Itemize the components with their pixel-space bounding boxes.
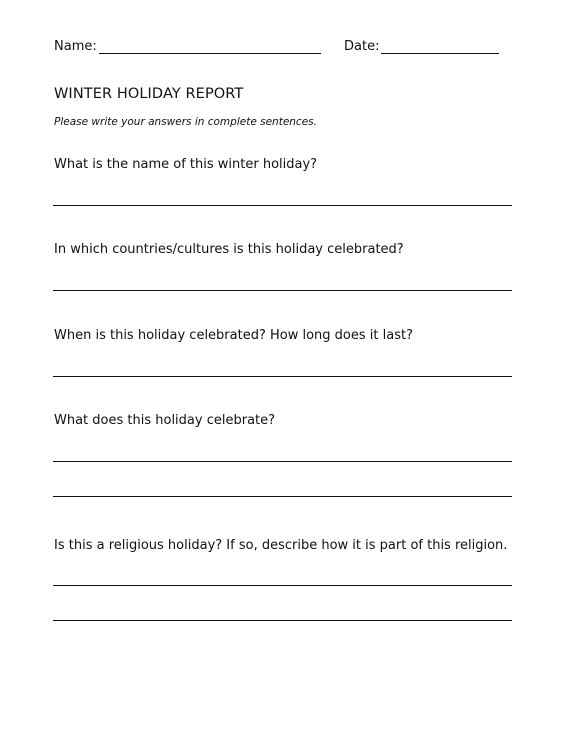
date-field[interactable] bbox=[381, 53, 499, 54]
answer-line-3[interactable] bbox=[53, 376, 512, 377]
answer-line-2[interactable] bbox=[53, 290, 512, 291]
page-title: WINTER HOLIDAY REPORT bbox=[54, 86, 244, 102]
answer-line-5b[interactable] bbox=[53, 620, 512, 621]
name-label: Name: bbox=[54, 39, 97, 54]
question-2: In which countries/cultures is this holiday celebrated? bbox=[54, 242, 404, 257]
name-field[interactable] bbox=[99, 53, 321, 54]
answer-line-5a[interactable] bbox=[53, 585, 512, 586]
question-1: What is the name of this winter holiday? bbox=[54, 157, 318, 172]
question-4: What does this holiday celebrate? bbox=[54, 413, 276, 428]
question-3: When is this holiday celebrated? How long does it last? bbox=[54, 328, 413, 343]
answer-line-4a[interactable] bbox=[53, 461, 512, 462]
answer-line-4b[interactable] bbox=[53, 496, 512, 497]
question-5: Is this a religious holiday? If so, describe how it is part of this religion. bbox=[54, 538, 508, 553]
date-label: Date: bbox=[344, 39, 380, 54]
instruction-text: Please write your answers in complete sentences. bbox=[54, 116, 317, 128]
answer-line-1[interactable] bbox=[53, 205, 512, 206]
